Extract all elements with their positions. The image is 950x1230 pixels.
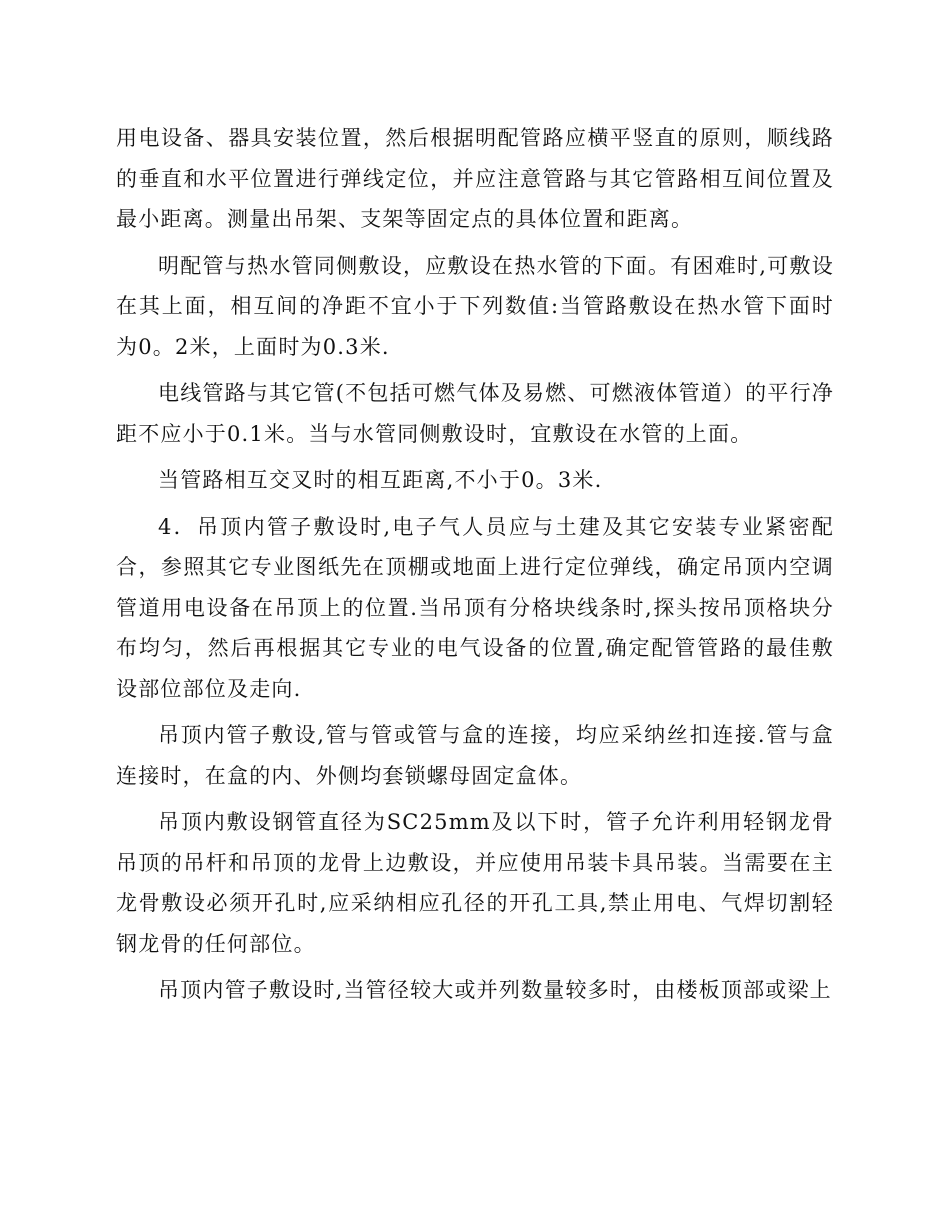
paragraph-6: 吊顶内管子敷设,管与管或管与盒的连接，均应采纳丝扣连接.管与盒连接时，在盒的内、外侧均套锁螺母固定盒体。 (116, 723, 834, 788)
paragraph-2: 明配管与热水管同侧敷设，应敷设在热水管的下面。有困难时,可敷设在其上面，相互间的净距不宜小于下列数值:当管路敷设在热水管下面时为0。2米，上面时为0.3米. (116, 253, 834, 359)
paragraph-3: 电线管路与其它管(不包括可燃气体及易燃、可燃液体管道）的平行净距不应小于0.1米。当与水管同侧敷设时，宜敷设在水管的上面。 (116, 381, 834, 446)
paragraph-5: 4．吊顶内管子敷设时,电子气人员应与土建及其它安装专业紧密配合，参照其它专业图纸先在顶棚或地面上进行定位弹线，确定吊顶内空调管道用电设备在吊顶上的位置.当吊顶有分格块线条时,探头按吊顶格块分布均匀，然后再根据其它专业的电气设备的位置,确定配管管路的最佳敷设部位部位及走向. (116, 514, 834, 701)
document-body (116, 118, 834, 1017)
paragraph-4: 当管路相互交叉时的相互距离,不小于0。3米. (158, 468, 603, 492)
paragraph-8: 吊顶内管子敷设时,当管径较大或并列数量较多时，由楼板顶部或梁上 (158, 978, 832, 1002)
paragraph-1: 用电设备、器具安装位置，然后根据明配管路应横平竖直的原则，顺线路的垂直和水平位置进行弹线定位，并应注意管路与其它管路相互间位置及最小距离。测量出吊架、支架等固定点的具体位置和距离。 (116, 126, 834, 231)
paragraph-7: 吊顶内敷设钢管直径为SC25mm及以下时，管子允许利用轻钢龙骨吊顶的吊杆和吊顶的龙骨上边敷设，并应使用吊装卡具吊装。当需要在主龙骨敷设必须开孔时,应采纳相应孔径的开孔工具,禁止用电、气焊切割轻钢龙骨的任何部位。 (116, 810, 834, 956)
